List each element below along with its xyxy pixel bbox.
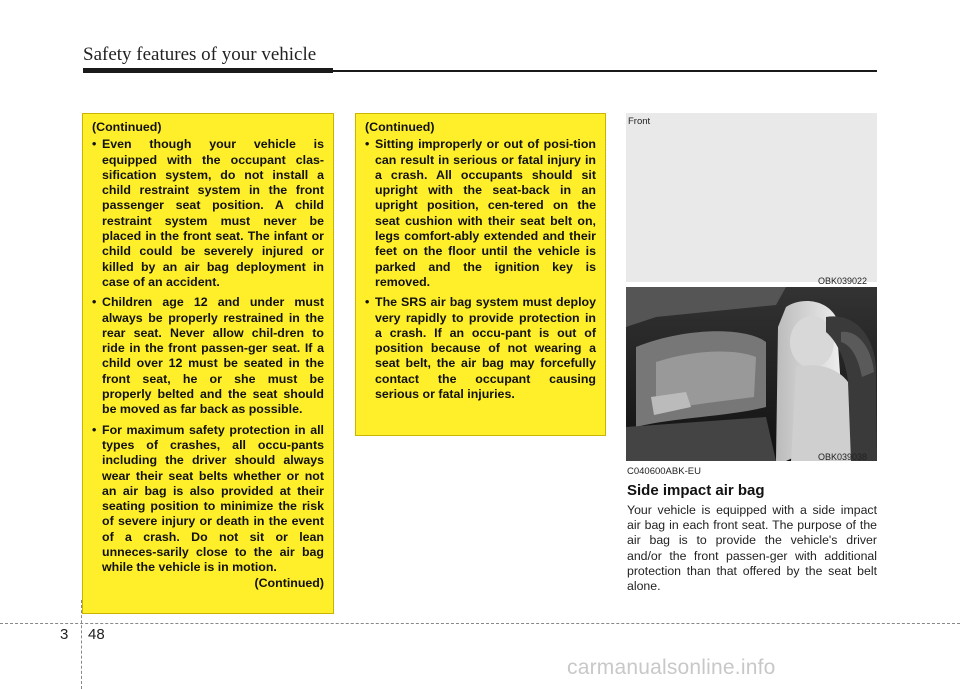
warning-item: • Sitting improperly or out of posi-tion can result in serious or fatal injury in a crash. All occupants should sit upright with the seat-back in an upright position, cen-tered on the seat cushion with their seat belt on, legs comfort-ably extended and their feet on the floor until the vehicle is parked and the ignition key is removed.	[365, 137, 596, 290]
section-heading: Side impact air bag	[627, 482, 765, 499]
page-header-title: Safety features of your vehicle	[83, 44, 317, 65]
warning-item: • For maximum safety protection in all types of crashes, all occu-pants including the driver should always wear their seat belts whether or not an air bag is also provided at their seating position to minimize the risk of severe injury or death in the event of a crash. Do not sit or lean unneces-sarily close to the air bag while the vehicle is in motion.	[92, 423, 324, 576]
chapter-number: 3	[60, 626, 69, 643]
warning-box-left	[82, 113, 334, 614]
warning-list	[365, 137, 596, 402]
warning-item: • Even though your vehicle is equipped with the occupant clas-sification system, do not install a child restraint system in the front passenger seat position. A child restraint system must never be placed in the front seat. The infant or child could be severely injured or killed by an air bag deployment in case of an accident.	[92, 137, 324, 290]
continued-label-top: (Continued)	[365, 120, 435, 134]
continued-label-top: (Continued)	[92, 120, 162, 134]
warning-item: • The SRS air bag system must deploy very rapidly to provide protection in a crash. If an occu-pant is out of position because of not wearing a seat belt, the air bag may forcefully contact the occupant causing serious or fatal injuries.	[365, 295, 596, 402]
header-rule-thin	[333, 70, 877, 72]
section-code: C040600ABK-EU	[627, 466, 701, 477]
section-body-text: Your vehicle is equipped with a side impact air bag in each front seat. The purpose of the air bag is to provide the vehicle's driver and/or the front passen-ger with additional protection than that offered by the seat belt alone.	[627, 503, 877, 594]
footer-vertical-dashed-rule	[81, 600, 82, 689]
warning-list	[92, 137, 324, 575]
header-rule-thick	[83, 68, 333, 73]
side-airbag-illustration	[626, 287, 877, 461]
figure-code: OBK039022	[818, 276, 868, 286]
page-number: 48	[88, 626, 105, 643]
figure-side-airbag-illustration	[626, 287, 877, 461]
warning-box-right	[355, 113, 606, 436]
warning-item: • Children age 12 and under must always be properly restrained in the rear seat. Never allow chil-dren to ride in the front passen-ger seat. If a child over 12 must be seated in the front seat, he or she must be properly belted and the seat should be moved as far back as possible.	[92, 295, 324, 417]
continued-label-bottom: (Continued)	[254, 575, 324, 590]
footer-dashed-rule	[0, 623, 960, 624]
watermark: carmanualsonline.info	[567, 656, 776, 679]
figure-front-label: Front	[628, 116, 651, 127]
figure-code: OBK039038	[818, 452, 868, 462]
figure-front-airbag-placeholder	[626, 113, 877, 282]
